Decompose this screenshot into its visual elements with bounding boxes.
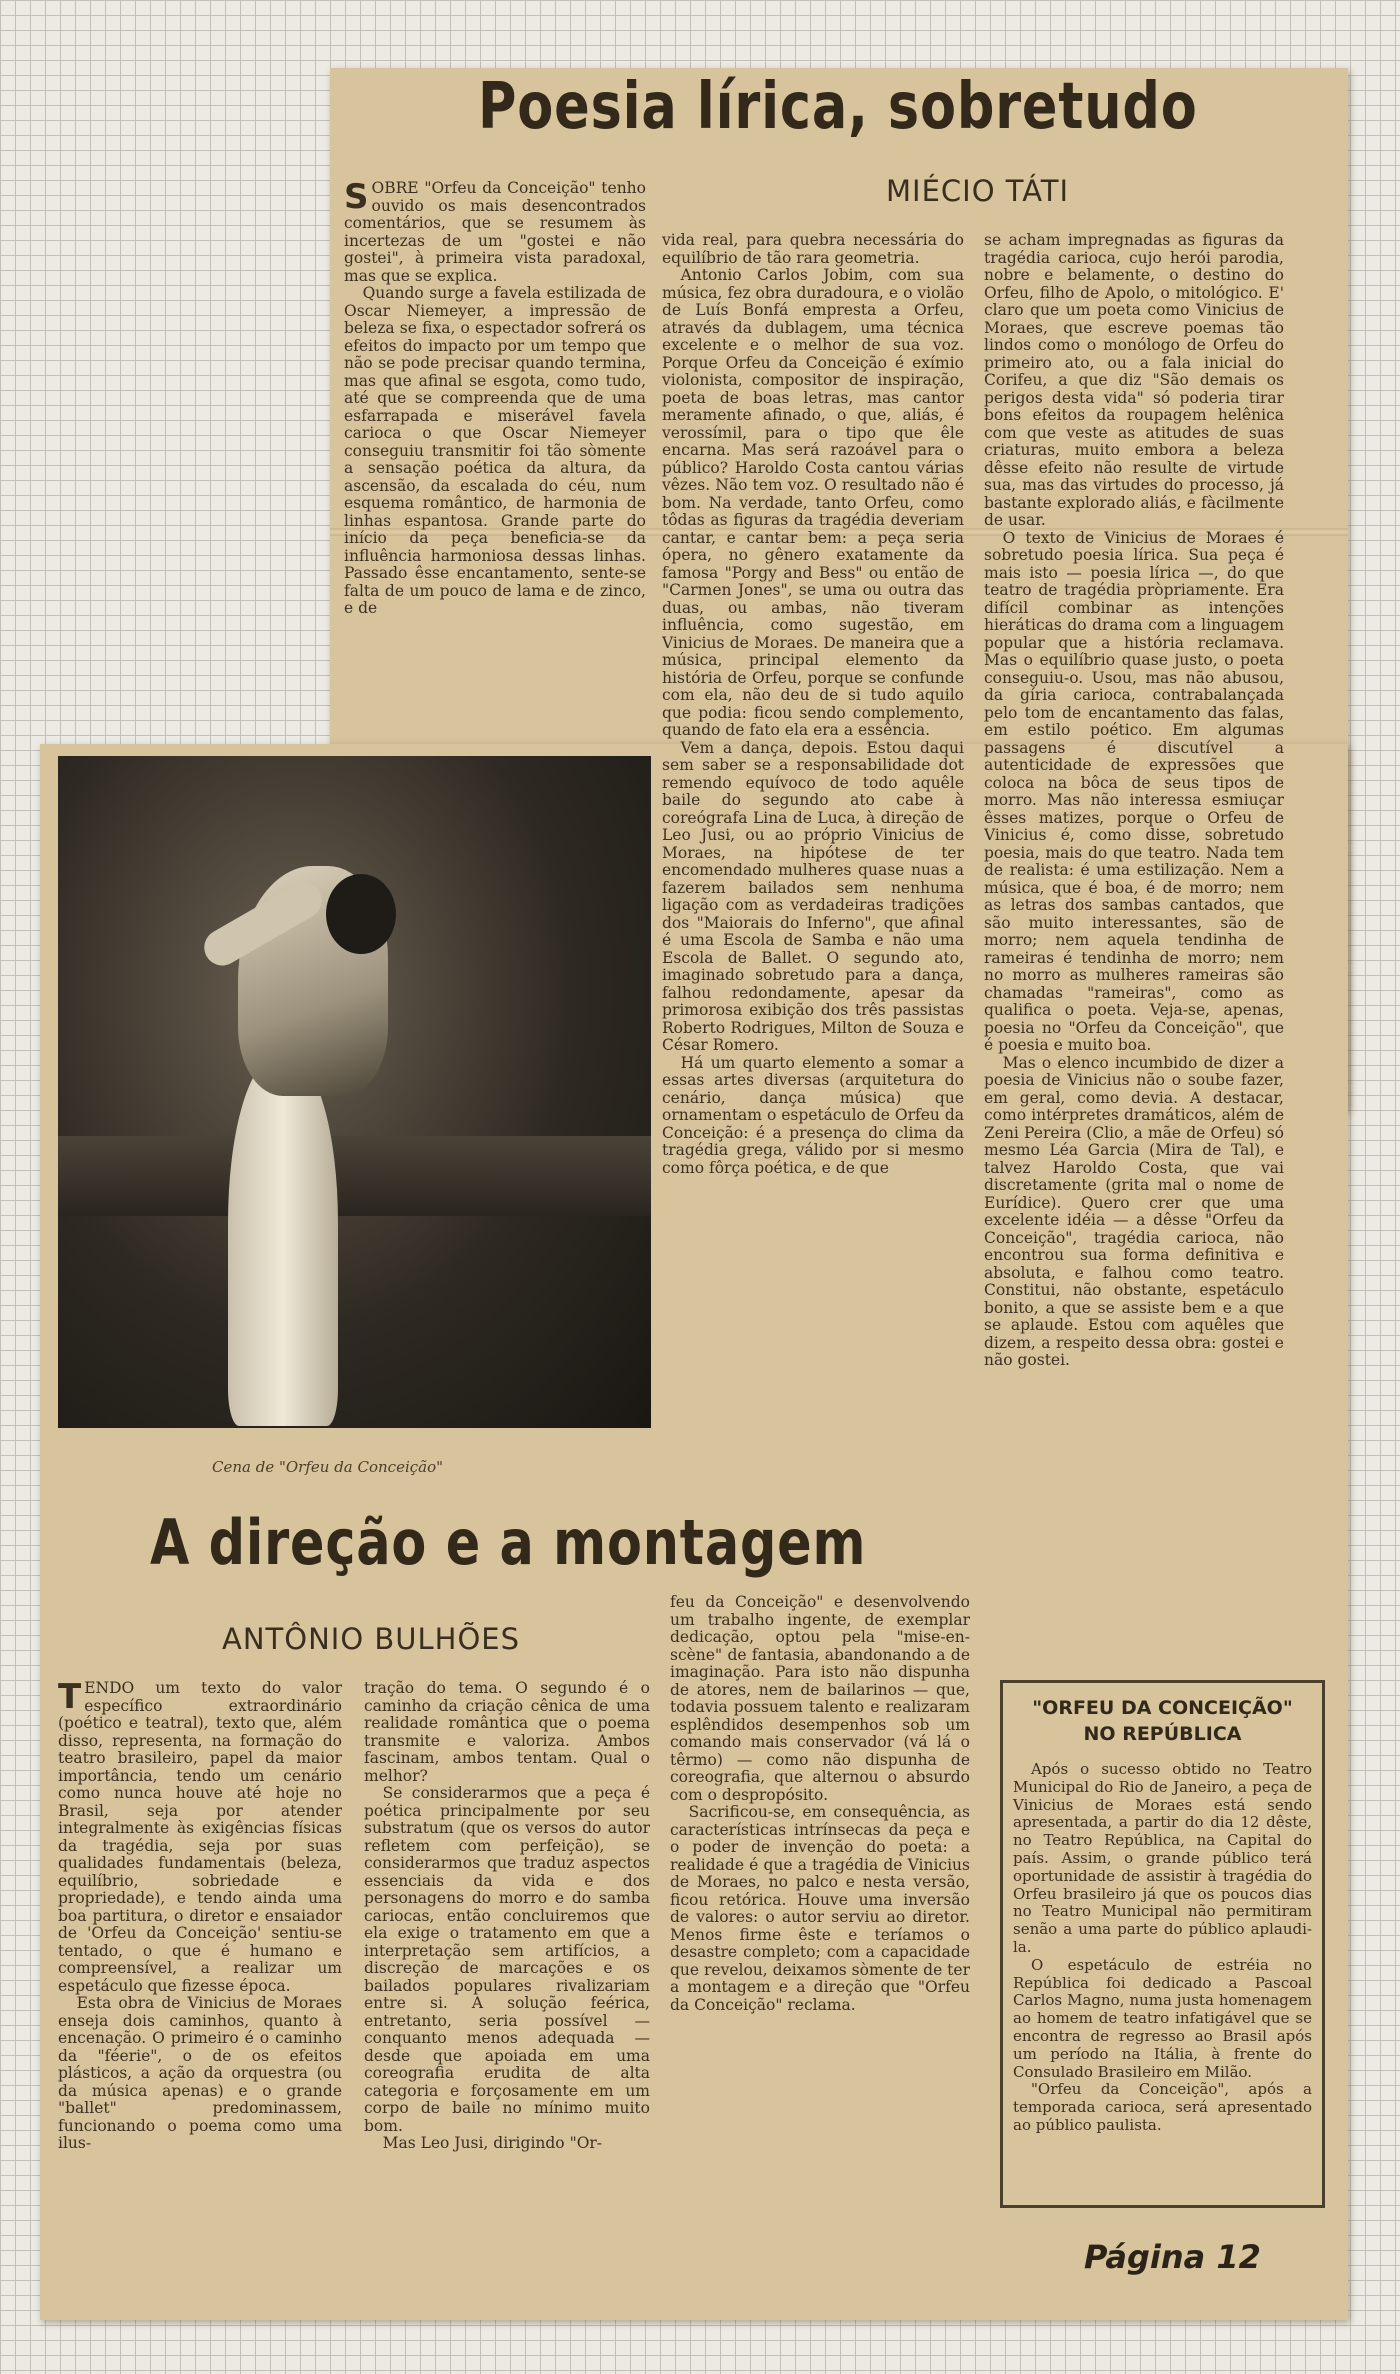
news-box-paragraph-1: Após o sucesso obtido no Teatro Municipal do Rio de Janeiro, a peça de Vinicius de Moraes está sendo apresentada, a partir do dia 12 dêste, no Teatro República, na Capital do país. Assim, o grande público terá oportunidade de assistir à tragédia do Orfeu brasileiro já que os poucos dias no Teatro Municipal não permitiram senão a uma parte do público aplaudi-la. [1013, 1760, 1312, 1956]
article1-col2-paragraph-4: Há um quarto elemento a somar a essas artes diversas (arquitetura do cenário, dança música) que ornamentam o espetáculo de Orfeu da Conceição: é a presença do clima da tragédia grega, válido por si mesmo como fôrça poética, e de que [662, 1053, 964, 1177]
news-box-title [1013, 1695, 1312, 1747]
page-number: Página 12 [1084, 2238, 1261, 2276]
article2-column-3 [670, 1594, 970, 2240]
article1-col3-paragraph-1: se acham impregnadas as figuras da tragédia carioca, cujo herói parodia, nobre e belamente, o destino do Orfeu, filho de Apolo, o mitológico. E' claro que um poeta como Vinicius de Moraes, que escreve poemas tão lindos como o monólogo de Orfeu do primeiro ato, ou a fala inicial do Corifeu, a que diz "São demais os perigos desta vida" só poderia tirar bons efeitos da roupagem helênica com que veste as atitudes de suas criaturas, muito embora a beleza dêsse efeito não resulte de virtude sua, mas das virtudes do processo, já bastante explorado aliás, e fàcilmente de usar. [984, 232, 1284, 529]
article1-title: Poesia lírica, sobretudo [478, 70, 1198, 144]
article2-col2-paragraph-2: Se considerarmos que a peça é poética principalmente por seu substratum (que os versos do autor refletem com perfeição), se considerarmos que traduz aspectos essenciais da vida e dos personagens do morro e do samba cariocas, então concluiremos que ela exige o tratamento em que a interpretação sem artifícios, a discreção de marcações e os bailados populares rivalizariam entre si. A solução feérica, entretanto, seria possível — conquanto menos adequada — desde que apoiada em uma coreografia erudita de alta categoria e forçosamente em um corpo de baile no mínimo muito bom. [364, 1784, 650, 2135]
article2-column-2 [364, 1680, 650, 2240]
news-box-body [1013, 1761, 1312, 2135]
article1-col2-paragraph-1: vida real, para quebra necessária do equilíbrio de tão rara geometria. [662, 232, 964, 267]
article1-col1-paragraph: Quando surge a favela estilizada de Oscar Niemeyer, a impressão de beleza se fixa, o espectador sofrerá os efeitos do impacto por um tempo que não se pode precisar quando termina, mas que afinal se esgota, como tudo, até que se compreenda que de uma esfarrapada e miserável favela carioca o que Oscar Niemeyer conseguiu transmitir foi tão sòmente a sensação poética da altura, da ascensão, da escalada do céu, num esquema romântico, de harmonia de linhas espantosa. Grande parte do início da peça beneficia-se da influência harmoniosa dessas linhas. Passado êsse encantamento, sente-se falta de um pouco de lama e de zinco, e de [344, 284, 646, 617]
news-box-paragraph-3: "Orfeu da Conceição", após a temporada carioca, será apresentado ao público paulista. [1013, 2080, 1312, 2134]
article1-column-1 [344, 180, 646, 706]
article2-col1-paragraph: Esta obra de Vinicius de Moraes enseja dois caminhos, quanto à encenação. O primeiro é o caminho da "féerie", o de os efeitos plásticos, a ação da orquestra (ou da música apenas) e o grande "ballet" predominassem, funcionando o poema como uma ilus- [58, 1994, 342, 2152]
article2-byline: ANTÔNIO BULHÕES [222, 1622, 521, 1656]
article1-col3-paragraph-3: Mas o elenco incumbido de dizer a poesia de Vinicius não o soube fazer, em geral, como devia. A destacar, como intérpretes dramáticos, além de Zeni Pereira (Clio, a mãe de Orfeu) só mesmo Léa Garcia (Mira de Tal), e talvez Haroldo Costa, que vai discretamente (grita mal o nome de Eurídice). Quero crer que uma excelente idéia — a dêsse "Orfeu da Conceição", tragédia carioca, não encontrou sua forma definitiva e absoluta, e falhou como teatro. Constitui, não obstante, espetáculo bonito, a que se assiste bem e a que se aplaude. Estou com aquêles que dizem, a respeito dessa obra: gostei e não gostei. [984, 1053, 1284, 1369]
article1-column-3 [984, 232, 1284, 1662]
article2-title: A direção e a montagem [150, 1506, 867, 1579]
article2-column-1 [58, 1680, 342, 2240]
article1-col2-paragraph-2: Antonio Carlos Jobim, com sua música, fez obra duradoura, e o violão de Luís Bonfá empresta a Orfeu, através da dublagem, uma técnica excelente e o melhor de sua voz. Porque Orfeu da Conceição é exímio violonista, compositor de inspiração, poeta de boas letras, mas cantor meramente afinado, o que, aliás, é verossímil, para o tipo que êle encarna. Mas será razoável para o público? Haroldo Costa cantou várias vêzes. Não tem voz. O resultado não é bom. Na verdade, tanto Orfeu, como tôdas as figuras da tragédia deveriam cantar, e cantar bem: a peça seria ópera, no gênero exatamente da famosa "Porgy and Bess" ou então de "Carmen Jones", se uma ou outra das duas, ou ambas, não tiveram influência, como sugestão, em Vinicius de Moraes. De maneira que a música, principal elemento da história de Orfeu, porque se confunde com ela, não deu de si tudo aquilo que podia: ficou sendo complemento, quando de fato ela era a essência. [662, 266, 964, 739]
article1-byline: MIÉCIO TÁTI [886, 174, 1070, 208]
article2-col3-paragraph-2: Sacrificou-se, em consequência, as características intrínsecas da peça e o poder de invenção do poeta: a realidade é que a tragédia de Vinicius de Moraes, no palco e nesta versão, ficou retórica. Houve uma inversão de valores: o autor serviu ao diretor. Menos firme êste e teríamos o desastre completo; com a capacidade que revelou, deixamos sòmente de ter a montagem e a direção que "Orfeu da Conceição" reclama. [670, 1803, 970, 2014]
news-box [1000, 1680, 1325, 2208]
article1-col1-lead: ÔBRE "Orfeu da Conceição" tenho ouvido os mais desencontrados comentários, que se resumem às incertezas de um "gostei e não gostei", à primeira vista paradoxal, mas que se explica. [344, 180, 646, 285]
article2-col2-paragraph-3: Mas Leo Jusi, dirigindo "Or- [382, 2134, 603, 2152]
photo-caption: Cena de "Orfeu da Conceição" [212, 1458, 444, 1476]
article1-col3-paragraph-2: O texto de Vinicius de Moraes é sobretudo poesia lírica. Sua peça é mais isto — poesia lírica —, do que teatro de tragédia pròpriamente. Era difícil combinar as intenções hieráticas do drama com a linguagem popular que a história reclamava. Mas o equilíbrio quase justo, o poeta conseguiu-o. Usou, mas não abusou, da gíria carioca, contrabalançada pelo tom de encantamento das falas, em estilo poético. Em algumas passagens é discutível a autenticidade de expressões que coloca na bôca de seus tipos de morro. Mas não interessa esmiuçar êsses matizes, porque o Orfeu de Vinicius é, como disse, sobretudo poesia, mais do que teatro. Nada tem de realista: é uma estilização. Nem a música, que é boa, é de morro; nem as letras dos sambas cantados, que são muito interessantes, são de morro; nem aquela tendinha de rameiras é tendinha de morro; nem no morro as mulheres rameiras são chamadas "rameiras", como as qualifica o poeta. Veja-se, apenas, poesia no "Orfeu da Conceição", que é poesia e muito boa. [984, 528, 1284, 1054]
article2-dropcap: T [58, 1680, 82, 1717]
article1-col2-paragraph-3: Vem a dança, depois. Estou daqui sem saber se a responsabilidade dot remendo equívoco de todo aquêle baile do segundo ato cabe à coreógrafa Lina de Luca, à direção de Leo Jusi, ou ao próprio Vinicius de Moraes, na hipótese de ter encomendado mulheres quase nuas a fazerem bailados sem nenhuma ligação com as verdadeiras tradições dos "Maiorais do Inferno", que afinal é uma Escola de Samba e não uma Escola de Ballet. O segundo ato, imaginado sobretudo para a dança, falhou redondamente, apesar da primorosa exibição dos três passistas Roberto Rodrigues, Milton de Souza e César Romero. [662, 738, 964, 1054]
article1-column-2 [662, 232, 964, 1488]
article2-col1-lead: ENDO um texto do valor específico extraordinário (poético e teatral), texto que, além disso, representa, na formação do teatro brasileiro, papel da maior importância, tendo um cenário como nunca houve até hoje no Brasil, seja por atender integralmente às exigências físicas da tragédia, seja por suas qualidades fundamentais (beleza, equilíbrio, sobriedade e propriedade), e tendo ainda uma boa partitura, o diretor e ensaiador de 'Orfeu da Conceição' sentiu-se tentado, o que é humano e compreensível, a realizar um espetáculo que fizesse época. [58, 1680, 342, 1995]
article2-col2-paragraph-1: tração do tema. O segundo é o caminho da criação cênica de uma realidade romântica que o poema transmite e valoriza. Ambos fascinam, ambos tentam. Qual o melhor? [364, 1680, 650, 1785]
scene-photo [58, 756, 651, 1428]
news-box-paragraph-2: O espetáculo de estréia no República foi dedicado a Pascoal Carlos Magno, numa justa homenagem ao homem de teatro infatigável que se encontra de regresso ao Brasil após um período na Itália, à frente do Consulado Brasileiro em Milão. [1013, 1955, 1312, 2081]
news-box-title-line-2: NO REPÚBLICA [1083, 1723, 1242, 1745]
news-box-title-line-1: "ORFEU DA CONCEIÇÃO" [1032, 1697, 1293, 1719]
article2-col3-paragraph-1: feu da Conceição" e desenvolvendo um trabalho ingente, de exemplar dedicação, optou pela "mise-en-scène" de fantasia, abandonando a de imaginação. Para isto não dispunha de atores, nem de bailarinos — que, todavia possuem talento e realizaram esplêndidos desempenhos sob um comando mais conservador (vá lá o têrmo) — como não dispunha de coreografia, que alternou o absurdo com o despropósito. [670, 1594, 970, 1804]
article1-dropcap: S [344, 180, 369, 217]
